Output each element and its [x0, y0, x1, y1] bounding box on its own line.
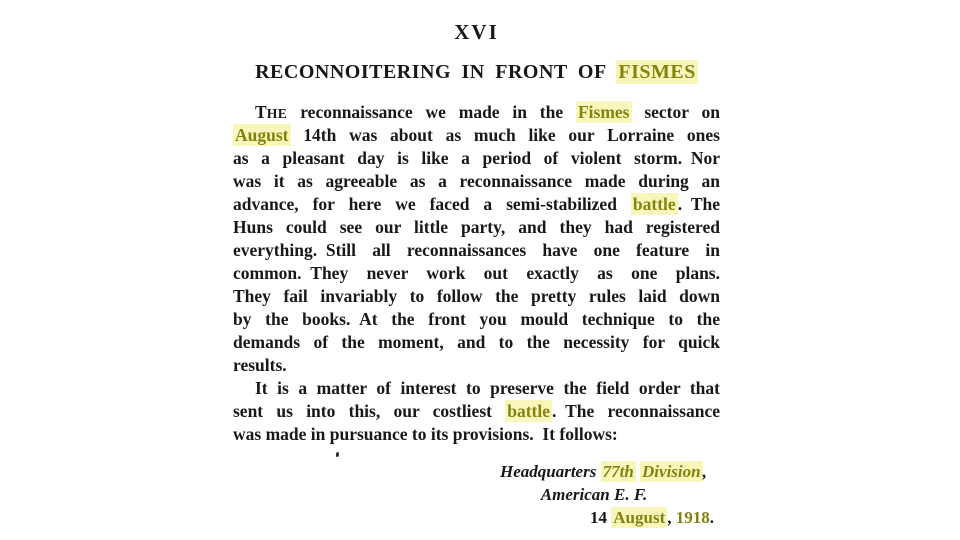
text-line: advance, for here we faced a semi-stabilized battle . The — [233, 194, 720, 214]
search-highlight: Fismes — [577, 102, 630, 122]
paragraph-1 — [233, 101, 720, 377]
text-line: They fail invariably to follow the pretty rules laid down — [233, 286, 720, 306]
signature-line-headquarters: Headquarters 77th Division , — [500, 462, 707, 481]
search-highlight: battle — [632, 194, 676, 214]
search-highlight: Division — [642, 462, 701, 481]
book-page — [233, 0, 720, 529]
ink-speck — [336, 452, 340, 458]
chapter-number: XVI — [454, 20, 499, 44]
text-line: results. — [233, 355, 287, 375]
signature-line-american-ef: American E. F. — [540, 485, 648, 504]
text-line: was made in pursuance to its provisions. It follows: — [233, 424, 618, 444]
text-line: sent us into this, our costliest battle . The reconnaissance — [233, 401, 721, 421]
text-line: common. They never work out exactly as one plans. — [233, 263, 720, 283]
search-highlight: battle — [507, 401, 550, 421]
text-line: was it as agreeable as a reconnaissance made during an — [233, 171, 720, 191]
text-line: Huns could see our little party, and they had registered — [233, 217, 720, 237]
signature-line-date: 14 August , 1918. — [590, 508, 714, 527]
text-line: demands of the moment, and to the necessity for quick — [233, 332, 720, 352]
text-line: THE reconnaissance we made in the Fismes sector on — [255, 102, 721, 122]
text-line: August 14th was about as much like our Lorraine ones — [235, 125, 720, 145]
search-highlight: August — [235, 125, 289, 145]
text-line: as a pleasant day is like a period of violent storm. Nor — [233, 148, 720, 168]
signature-block — [500, 460, 714, 529]
paragraph-2 — [233, 377, 720, 446]
text-line: everything. Still all reconnaissances have one feature in — [233, 240, 720, 260]
search-highlight: FISMES — [618, 61, 696, 83]
chapter-title: RECONNOITERING IN FRONT OF FISMES — [255, 61, 696, 83]
search-highlight: 77th — [602, 462, 634, 481]
text-line: by the books. At the front you mould technique to the — [233, 309, 720, 329]
search-highlight: August — [613, 508, 666, 527]
text-line: It is a matter of interest to preserve the field order that — [255, 378, 720, 398]
